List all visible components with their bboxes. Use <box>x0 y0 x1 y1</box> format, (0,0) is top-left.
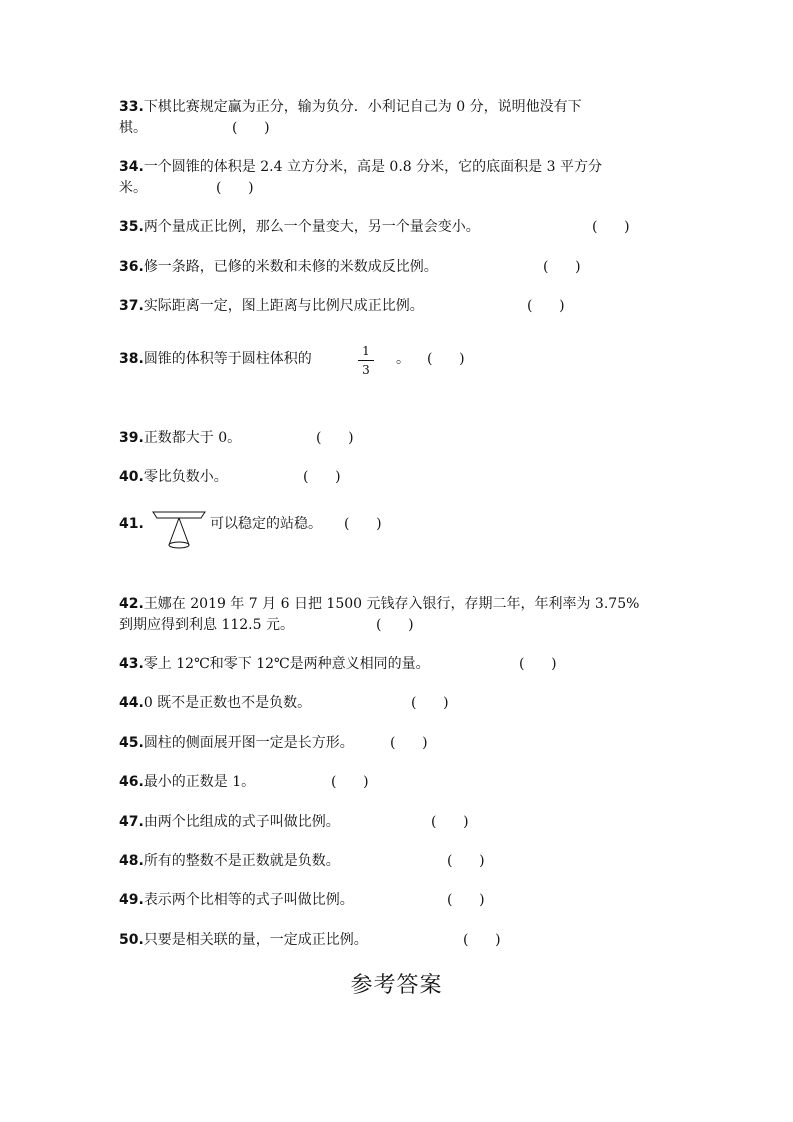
question-33 <box>119 97 582 117</box>
question-number: 40. <box>119 469 144 485</box>
question-35 <box>119 217 480 237</box>
question-text: 只要是相关联的量，一定成正比例。 <box>143 932 368 948</box>
answer-blank[interactable]: ( ) <box>447 853 485 869</box>
question-number: 48. <box>119 853 144 869</box>
question-42-line2 <box>119 615 294 635</box>
question-45 <box>119 733 354 753</box>
question-47 <box>119 812 340 832</box>
question-text: 圆柱的侧面展开图一定是长方形。 <box>143 735 354 751</box>
table-figure-icon <box>152 509 206 551</box>
answer-blank[interactable]: ( ) <box>519 656 557 672</box>
fraction-numerator: 1 <box>362 344 370 358</box>
question-text: 零比负数小。 <box>143 469 228 485</box>
question-39 <box>119 428 241 448</box>
question-text-cont: 棋。 <box>119 120 147 136</box>
question-number: 41. <box>119 516 144 532</box>
answer-blank[interactable]: ( ) <box>331 774 369 790</box>
question-text: 一个圆锥的体积是 2.4 立方分米，高是 0.8 分米，它的底面积是 3 平方分 <box>143 159 602 175</box>
question-text: 由两个比组成的式子叫做比例。 <box>143 814 340 830</box>
question-text: 下棋比赛规定赢为正分，输为负分．小利记自己为 0 分，说明他没有下 <box>143 99 582 115</box>
answer-blank[interactable]: ( ) <box>431 814 469 830</box>
question-34 <box>119 157 602 177</box>
question-33-line2 <box>119 118 147 138</box>
question-34-line2 <box>119 178 147 198</box>
question-text: 两个量成正比例，那么一个量变大，另一个量会变小。 <box>143 219 480 235</box>
question-43 <box>119 654 430 674</box>
answer-blank[interactable]: ( ) <box>390 735 428 751</box>
question-text: 可以稳定的站稳。 <box>210 516 322 532</box>
question-number: 35. <box>119 219 144 235</box>
question-number: 33. <box>119 99 144 115</box>
question-text: 所有的整数不是正数就是负数。 <box>143 853 340 869</box>
question-text-cont: 到期应得到利息 112.5 元。 <box>119 617 294 633</box>
question-text-cont: 米。 <box>119 180 147 196</box>
question-48 <box>119 851 340 871</box>
question-46 <box>119 772 255 792</box>
answer-blank[interactable]: ( ) <box>463 932 501 948</box>
fraction <box>356 344 376 377</box>
answer-blank[interactable]: ( ) <box>543 259 581 275</box>
question-text: 0 既不是正数也不是负数。 <box>143 695 312 711</box>
question-number: 45. <box>119 735 144 751</box>
question-number: 37. <box>119 298 144 314</box>
question-text: 实际距离一定，图上距离与比例尺成正比例。 <box>143 298 424 314</box>
question-text: 圆锥的体积等于圆柱体积的 <box>143 351 312 367</box>
question-40 <box>119 467 228 487</box>
question-text: 正数都大于 0。 <box>143 430 242 446</box>
fraction-bar <box>358 360 374 361</box>
answer-blank[interactable]: ( ) <box>376 617 414 633</box>
question-number: 49. <box>119 892 144 908</box>
answer-blank[interactable]: ( ) <box>316 430 354 446</box>
answer-blank[interactable]: ( ) <box>411 695 449 711</box>
question-number: 46. <box>119 774 144 790</box>
question-42 <box>119 594 639 614</box>
answer-blank[interactable]: ( ) <box>527 298 565 314</box>
question-38 <box>119 349 312 369</box>
question-text: 修一条路，已修的米数和未修的米数成反比例。 <box>143 259 438 275</box>
answer-section-title: 参考答案 <box>350 973 443 998</box>
question-number: 36. <box>119 259 144 275</box>
question-text: 王娜在 2019 年 7 月 6 日把 1500 元钱存入银行，存期二年，年利率为 3.75% <box>143 596 640 612</box>
question-number: 43. <box>119 656 144 672</box>
answer-blank[interactable]: ( ) <box>447 892 485 908</box>
answer-blank[interactable]: ( ) <box>427 351 465 367</box>
question-36 <box>119 257 438 277</box>
answer-blank[interactable]: ( ) <box>232 120 270 136</box>
question-number: 47. <box>119 814 144 830</box>
question-49 <box>119 890 354 910</box>
question-44 <box>119 693 311 713</box>
question-text: 零上 12℃和零下 12℃是两种意义相同的量。 <box>143 656 430 672</box>
question-41 <box>119 514 144 534</box>
question-text-after: 。 <box>396 351 410 367</box>
fraction-denominator: 3 <box>362 363 370 377</box>
question-number: 42. <box>119 596 144 612</box>
answer-blank[interactable]: ( ) <box>216 180 254 196</box>
question-number: 44. <box>119 695 144 711</box>
question-number: 34. <box>119 159 144 175</box>
question-text: 最小的正数是 1。 <box>143 774 256 790</box>
question-37 <box>119 296 424 316</box>
question-number: 39. <box>119 430 144 446</box>
answer-blank[interactable]: ( ) <box>303 469 341 485</box>
answer-blank[interactable]: ( ) <box>344 516 382 532</box>
question-number: 38. <box>119 351 144 367</box>
question-text: 表示两个比相等的式子叫做比例。 <box>143 892 354 908</box>
question-50 <box>119 930 368 950</box>
answer-blank[interactable]: ( ) <box>592 219 630 235</box>
question-number: 50. <box>119 932 144 948</box>
